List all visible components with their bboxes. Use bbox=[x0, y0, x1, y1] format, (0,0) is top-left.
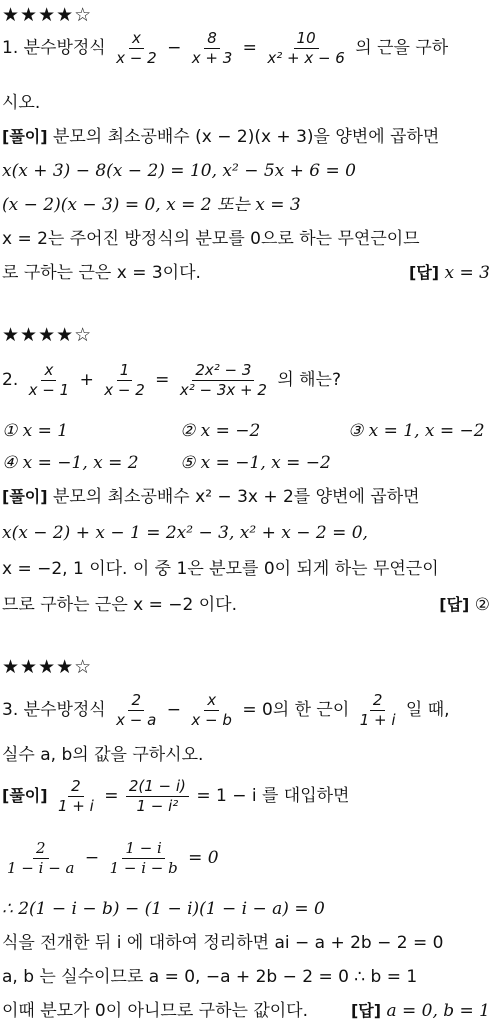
answer-tag: [답] bbox=[409, 263, 440, 282]
operator: + bbox=[79, 370, 94, 390]
numerator: 2(1 − i) bbox=[126, 778, 189, 797]
answer bbox=[351, 1000, 490, 1022]
denominator: 1 − i − a bbox=[7, 859, 75, 877]
operator: = bbox=[242, 38, 257, 58]
problem-statement bbox=[2, 28, 496, 68]
fraction bbox=[188, 692, 235, 729]
fraction bbox=[55, 778, 97, 815]
denominator: 1 + i bbox=[57, 796, 94, 815]
solution-line bbox=[2, 838, 496, 878]
solution-line: x(x − 2) + x − 1 = 2x² − 3, x² + x − 2 = 0, bbox=[2, 523, 368, 543]
solution-tag: [풀이] bbox=[2, 127, 48, 146]
fraction bbox=[113, 30, 160, 67]
fraction bbox=[264, 30, 348, 67]
denominator: 1 + i bbox=[359, 710, 396, 729]
statement-text: = 0의 한 근이 bbox=[242, 700, 350, 720]
solution-tag: [풀이] bbox=[2, 487, 48, 506]
statement-text: 의 해는? bbox=[277, 370, 342, 390]
difficulty-stars: ★★★★☆ bbox=[2, 324, 93, 346]
denominator: x − 1 bbox=[28, 380, 70, 399]
denominator: x − 2 bbox=[116, 48, 157, 67]
operator: = bbox=[155, 370, 170, 390]
solution-line: a, b 는 실수이므로 a = 0, −a + 2b − 2 = 0 ∴ b = 1 bbox=[2, 967, 418, 987]
statement-text: 의 근을 구하 bbox=[355, 38, 449, 58]
problem-statement bbox=[2, 690, 496, 730]
solution-line: ∴ 2(1 − i − b) − (1 − i)(1 − i − a) = 0 bbox=[2, 899, 325, 919]
choices-row bbox=[2, 452, 496, 474]
numerator: x bbox=[204, 692, 219, 711]
fraction bbox=[101, 362, 148, 399]
statement-line: 실수 a, b의 값을 구하시오. bbox=[2, 745, 204, 765]
fraction bbox=[4, 840, 78, 877]
solution-line: x = −2, 1 이다. 이 중 1은 분모를 0이 되게 하는 무연근이 bbox=[2, 559, 439, 579]
fraction bbox=[26, 362, 73, 399]
solution-text: 이때 분모가 0이 아니므로 구하는 값이다. bbox=[2, 1001, 308, 1021]
solution-text: = 1 − i 를 대입하면 bbox=[196, 786, 350, 806]
choice-1: ① x = 1 bbox=[2, 421, 69, 441]
denominator: x + 3 bbox=[191, 48, 233, 67]
difficulty-stars: ★★★★☆ bbox=[2, 656, 93, 678]
problem-number: 1. 분수방정식 bbox=[2, 38, 106, 58]
problem-statement bbox=[2, 360, 496, 400]
numerator: 1 bbox=[117, 362, 133, 381]
problem-number: 3. 분수방정식 bbox=[2, 700, 106, 720]
answer bbox=[409, 262, 490, 284]
solution-line bbox=[2, 776, 496, 816]
fraction bbox=[113, 692, 159, 729]
solution-line: x = 2는 주어진 방정식의 분모를 0으로 하는 무연근이므 bbox=[2, 229, 420, 249]
choices-row bbox=[2, 420, 496, 442]
numerator: 2x² − 3 bbox=[192, 362, 254, 381]
solution-text: 로 구하는 근은 x = 3이다. bbox=[2, 263, 201, 283]
answer-value: ② bbox=[474, 595, 490, 615]
fraction bbox=[126, 778, 189, 815]
solution-line: x(x + 3) − 8(x − 2) = 10, x² − 5x + 6 = 0 bbox=[2, 161, 356, 181]
answer-tag: [답] bbox=[439, 595, 470, 614]
solution-line bbox=[2, 126, 496, 148]
operator: − bbox=[166, 700, 181, 720]
solution-line bbox=[2, 262, 496, 284]
choice-2: ② x = −2 bbox=[180, 421, 261, 441]
choice-5: ⑤ x = −1, x = −2 bbox=[180, 453, 331, 473]
numerator: x bbox=[129, 30, 144, 49]
answer-tag: [답] bbox=[350, 1001, 382, 1020]
fraction bbox=[189, 30, 236, 67]
denominator: x − b bbox=[191, 710, 232, 729]
denominator: x² − 3x + 2 bbox=[179, 380, 267, 399]
numerator: 10 bbox=[294, 30, 319, 49]
fraction bbox=[107, 840, 181, 877]
numerator: 2 bbox=[370, 692, 386, 711]
operator: = bbox=[104, 786, 119, 806]
difficulty-stars: ★★★★☆ bbox=[2, 4, 93, 26]
denominator: x − a bbox=[116, 710, 157, 729]
choice-3: ③ x = 1, x = −2 bbox=[348, 421, 485, 441]
numerator: x bbox=[41, 362, 56, 381]
numerator: 2 bbox=[33, 840, 49, 859]
fraction bbox=[177, 362, 270, 399]
numerator: 2 bbox=[128, 692, 144, 711]
denominator: x² + x − 6 bbox=[267, 48, 345, 67]
fraction bbox=[357, 692, 399, 729]
answer-value: a = 0, b = 1 bbox=[386, 1001, 490, 1021]
solution-text: 분모의 최소공배수 (x − 2)(x + 3)을 양변에 곱하면 bbox=[52, 127, 440, 147]
denominator: 1 − i − b bbox=[109, 859, 178, 877]
solution-line bbox=[2, 594, 496, 616]
denominator: 1 − i² bbox=[136, 796, 179, 815]
denominator: x − 2 bbox=[104, 380, 145, 399]
numerator: 8 bbox=[204, 30, 220, 49]
operator: − bbox=[84, 848, 100, 868]
operator: − bbox=[167, 38, 182, 58]
solution-line: 식을 전개한 뒤 i 에 대하여 정리하면 ai − a + 2b − 2 = 0 bbox=[2, 933, 444, 953]
numerator: 1 − i bbox=[122, 840, 164, 859]
answer bbox=[439, 594, 490, 616]
solution-line bbox=[2, 1000, 496, 1022]
choice-4: ④ x = −1, x = 2 bbox=[2, 453, 139, 473]
statement-line: 시오. bbox=[2, 93, 41, 113]
statement-text: 일 때, bbox=[405, 700, 450, 720]
solution-tag: [풀이] bbox=[2, 786, 48, 805]
solution-text: 분모의 최소공배수 x² − 3x + 2를 양변에 곱하면 bbox=[52, 487, 420, 507]
solution-text: = 0 bbox=[188, 848, 219, 868]
numerator: 2 bbox=[68, 778, 84, 797]
solution-line bbox=[2, 486, 496, 508]
problem-number: 2. bbox=[2, 370, 19, 390]
answer-value: x = 3 bbox=[444, 263, 490, 283]
solution-line: (x − 2)(x − 3) = 0, x = 2 또는 x = 3 bbox=[2, 195, 301, 215]
solution-text: 므로 구하는 근은 x = −2 이다. bbox=[2, 595, 237, 615]
